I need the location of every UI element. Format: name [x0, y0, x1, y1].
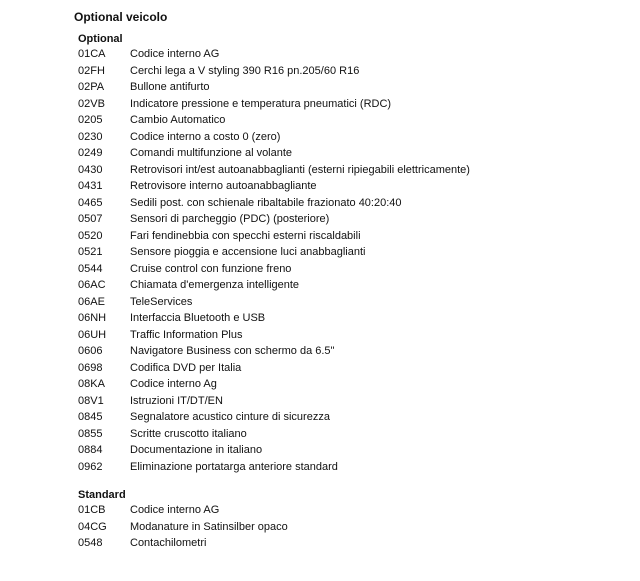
- item-description: Eliminazione portatarga anteriore standard: [130, 460, 338, 473]
- item-code: 0521: [78, 246, 103, 258]
- list-item: [78, 327, 618, 344]
- optional-section: [78, 33, 618, 475]
- item-code: 0962: [78, 460, 103, 473]
- standard-heading: Standard: [78, 489, 126, 501]
- list-item: [78, 393, 618, 410]
- list-item: [78, 96, 618, 113]
- item-description: Sedili post. con schienale ribaltabile frazionato 40:20:40: [130, 196, 402, 209]
- item-code: 06AC: [78, 279, 106, 291]
- list-item: [78, 63, 618, 80]
- list-item: [78, 145, 618, 162]
- item-code: 0606: [78, 345, 103, 357]
- list-item: [78, 244, 618, 261]
- list-item: [78, 228, 618, 245]
- item-code: 0507: [78, 213, 103, 225]
- item-code: 0431: [78, 180, 103, 192]
- item-description: Codice interno AG: [130, 504, 220, 516]
- item-description: Codifica DVD per Italia: [130, 361, 242, 374]
- item-code: 0205: [78, 114, 103, 126]
- item-description: Comandi multifunzione al volante: [130, 147, 293, 159]
- item-description: Codice interno a costo 0 (zero): [130, 130, 281, 143]
- item-code: 0698: [78, 361, 103, 374]
- item-description: Sensori di parcheggio (PDC) (posteriore): [130, 213, 330, 225]
- list-item: [78, 426, 618, 443]
- item-code: 0465: [78, 196, 103, 209]
- standard-list: [78, 502, 618, 552]
- item-description: Cambio Automatico: [130, 114, 226, 126]
- item-code: 0884: [78, 444, 103, 456]
- list-item: [78, 211, 618, 228]
- item-description: Chiamata d'emergenza intelligente: [130, 279, 300, 291]
- list-item: [78, 46, 618, 63]
- optional-list: [78, 46, 618, 475]
- item-code: 02FH: [78, 64, 105, 77]
- list-item: [78, 277, 618, 294]
- list-item: [78, 162, 618, 179]
- list-item: [78, 343, 618, 360]
- list-item: [78, 535, 618, 552]
- item-description: Retrovisori int/est autoanabbaglianti (esterni ripiegabili elettricamente): [130, 163, 470, 176]
- item-description: Istruzioni IT/DT/EN: [130, 394, 223, 407]
- item-description: Interfaccia Bluetooth e USB: [130, 312, 266, 324]
- list-item: [78, 112, 618, 129]
- item-description: Contachilometri: [130, 537, 207, 549]
- item-description: Indicatore pressione e temperatura pneumatici (RDC): [130, 97, 392, 110]
- list-item: [78, 442, 618, 459]
- item-code: 06AE: [78, 295, 105, 308]
- list-item: [78, 195, 618, 212]
- item-description: Documentazione in italiano: [130, 444, 263, 456]
- list-item: [78, 178, 618, 195]
- item-description: Fari fendinebbia con specchi esterni riscaldabili: [130, 229, 361, 242]
- list-item: [78, 502, 618, 519]
- item-code: 06NH: [78, 312, 107, 324]
- item-code: 0855: [78, 427, 103, 440]
- item-description: Cruise control con funzione freno: [130, 262, 292, 275]
- standard-section: [78, 489, 618, 552]
- item-description: Traffic Information Plus: [130, 328, 243, 341]
- item-code: 08KA: [78, 378, 105, 390]
- item-code: 0520: [78, 229, 103, 242]
- item-description: Cerchi lega a V styling 390 R16 pn.205/60 R16: [130, 64, 360, 77]
- item-description: Scritte cruscotto italiano: [130, 427, 247, 440]
- item-code: 0249: [78, 147, 103, 159]
- item-code: 02PA: [78, 81, 105, 93]
- list-item: [78, 129, 618, 146]
- list-item: [78, 409, 618, 426]
- list-item: [78, 360, 618, 377]
- item-description: Sensore pioggia e accensione luci anabbaglianti: [130, 246, 366, 258]
- list-item: [78, 294, 618, 311]
- list-item: [78, 261, 618, 278]
- item-code: 0548: [78, 537, 103, 549]
- item-description: Retrovisore interno autoanabbagliante: [130, 180, 317, 192]
- optional-heading: Optional: [78, 33, 123, 45]
- item-code: 02VB: [78, 97, 105, 110]
- item-description: Codice interno Ag: [130, 378, 217, 390]
- item-code: 0230: [78, 130, 103, 143]
- item-code: 04CG: [78, 520, 107, 533]
- item-description: Navigatore Business con schermo da 6.5": [130, 345, 335, 357]
- item-description: TeleServices: [130, 295, 193, 308]
- item-description: Segnalatore acustico cinture di sicurezza: [130, 411, 330, 423]
- item-description: Modanature in Satinsilber opaco: [130, 520, 288, 533]
- item-code: 01CB: [78, 504, 106, 516]
- item-code: 0430: [78, 163, 103, 176]
- item-description: Bullone antifurto: [130, 81, 210, 93]
- item-code: 01CA: [78, 48, 106, 60]
- list-item: [78, 79, 618, 96]
- item-code: 06UH: [78, 328, 107, 341]
- document-title: Optional veicolo: [74, 10, 168, 24]
- item-code: 08V1: [78, 394, 104, 407]
- list-item: [78, 459, 618, 476]
- list-item: [78, 519, 618, 536]
- list-item: [78, 376, 618, 393]
- item-code: 0544: [78, 262, 103, 275]
- item-description: Codice interno AG: [130, 48, 220, 60]
- list-item: [78, 310, 618, 327]
- item-code: 0845: [78, 411, 103, 423]
